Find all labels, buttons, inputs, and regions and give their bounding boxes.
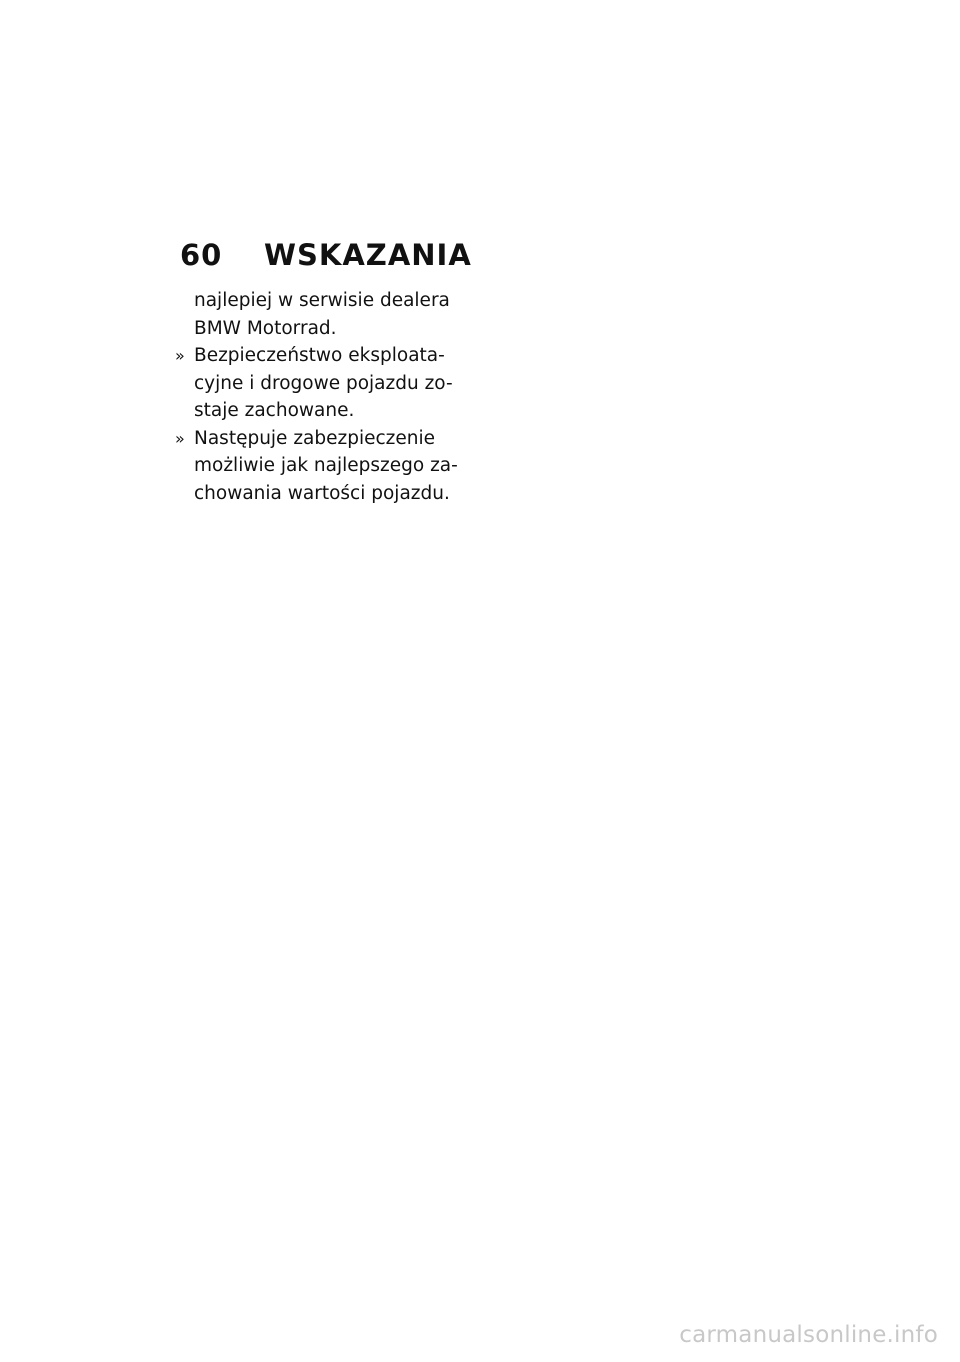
bullet-marker-icon: » — [175, 428, 185, 448]
text-line: Bezpieczeństwo eksploata- — [194, 345, 445, 366]
text-line: cyjne i drogowe pojazdu zo- — [194, 372, 453, 394]
text-line: najlepiej w serwisie dealera — [194, 290, 450, 311]
continuation-paragraph — [175, 287, 450, 342]
text-line: chowania wartości pojazdu. — [194, 482, 450, 504]
text-line: staje zachowane. — [194, 400, 355, 421]
bullet-item — [175, 342, 453, 425]
section-title: WSKAZANIA — [264, 238, 472, 272]
text-line: Następuje zabezpieczenie — [194, 427, 435, 449]
page-number: 60 — [180, 238, 223, 272]
body-text — [175, 287, 458, 507]
bullet-item — [175, 425, 458, 508]
text-line: BMW Motorrad. — [194, 317, 337, 339]
watermark: carmanualsonline.info — [679, 1322, 938, 1348]
text-line: możliwie jak najlepszego za- — [194, 455, 458, 476]
bullet-marker-icon: » — [175, 346, 185, 365]
